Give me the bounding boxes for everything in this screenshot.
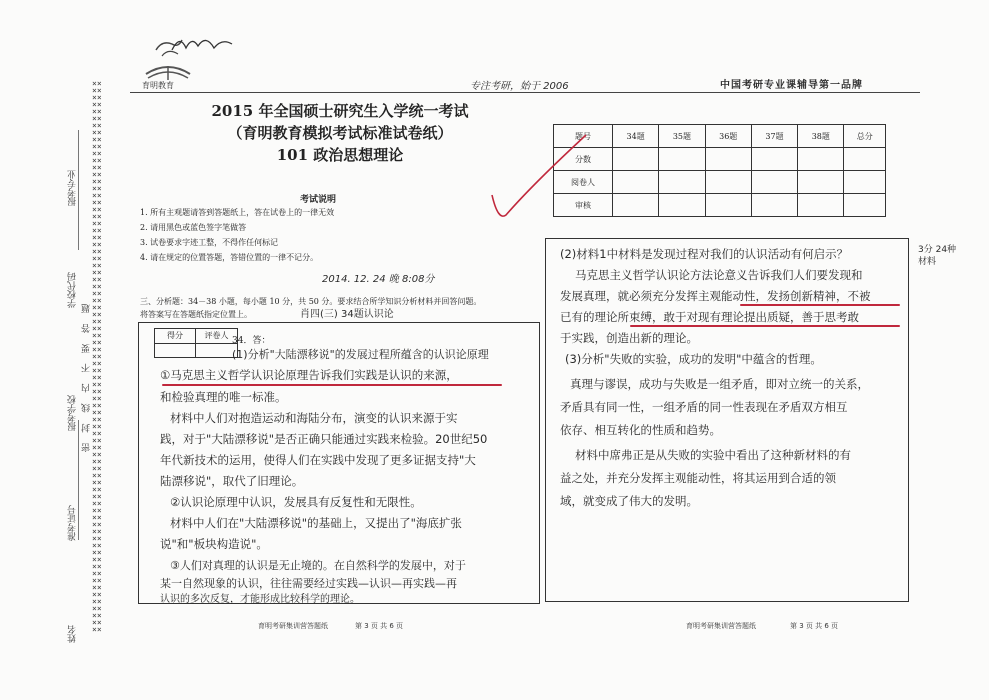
- answer-line: 材料中人们对抱造运动和海陆分布，演变的认识来源于实: [170, 411, 458, 425]
- score-row: [554, 148, 886, 171]
- answer-line: 依存、相互转化的性质和趋势。: [560, 423, 721, 437]
- header-slogan: 专注考研，始于 2006: [470, 81, 569, 92]
- answer-line: 材料中人们在"大陆漂移说"的基础上，又提出了"海底扩张: [170, 516, 462, 530]
- score-table-header: [554, 125, 886, 148]
- section-instruction-2: 将答案写在答题纸指定位置上。: [140, 310, 252, 319]
- score-table: [553, 124, 886, 217]
- answer-line: 于实践，创造出新的理论。: [560, 331, 698, 345]
- instructions-heading: 考试说明: [300, 195, 337, 205]
- answer-line: 某一自然现象的认识，往往需要经过实践—认识—再实践—再: [160, 577, 457, 590]
- score-row-label: 阅卷人: [554, 171, 613, 194]
- footer-right-name: 育明考研集训营答题纸: [686, 622, 756, 630]
- score-header-cell: 题号: [554, 125, 613, 148]
- answer-line: 发展真理，就必须充分发挥主观能动性，发扬创新精神，不被: [560, 289, 871, 303]
- grader-score-label: 得分: [155, 329, 196, 344]
- binding-label-school: 报考学校: [68, 395, 78, 431]
- answer-line: ①马克思主义哲学认识论原理告诉我们实践是认识的来源，: [160, 368, 458, 382]
- answer-line: (3)分析"失败的实验，成功的发明"中蕴含的哲理。: [565, 352, 822, 366]
- answer-line: ②认识论原理中认识，发展具有反复性和无限性。: [170, 495, 422, 509]
- red-underline: [630, 325, 900, 327]
- topic-note: 肖四(三) 34题认识论: [300, 309, 394, 320]
- answer-line: 已有的理论所束缚，敢于对现有理论提出质疑，善于思考敢: [560, 310, 859, 324]
- answer-line: 年代新技术的运用，使得人们在实践中发现了更多证据支持"大: [160, 453, 476, 467]
- instruction-3: 3. 试卷要求字迹工整，不得作任何标记: [140, 238, 279, 247]
- header-rule: [130, 92, 920, 93]
- question-number: 34．答：: [232, 336, 271, 346]
- footer-left-name: 育明考研集训营答题纸: [258, 622, 328, 630]
- answer-line: 说"和"板块构造说"。: [160, 537, 268, 551]
- answer-line: (1)分析"大陆漂移说"的发展过程所蕴含的认识论原理: [232, 348, 489, 361]
- score-header-cell: 38题: [798, 125, 844, 148]
- score-row: [554, 171, 886, 194]
- answer-line: (2)材料1中材料是发现过程对我们的认识活动有何启示？: [560, 247, 849, 261]
- binding-marks: ××××××××××××××××××××××××××××××××××××××××××××××××××××××××××××××××××××××××××××××××××××××××××××××××××××××××××××××××××××××××××××××××××××××××××××××××××××××××××××××: [92, 80, 102, 634]
- brand-name: 育明教育: [142, 81, 174, 90]
- instruction-2: 2. 请用黑色或蓝色签字笔做答: [140, 223, 247, 232]
- answer-line: 践，对于"大陆漂移说"是否正确只能通过实践来检验。20世纪50: [160, 432, 488, 446]
- answer-line: 材料中席弗正是从失败的实验中看出了这种新材料的有: [575, 448, 851, 462]
- exam-subject: 101 政治思想理论: [276, 146, 404, 164]
- grader-name-label: 评卷人: [196, 329, 237, 344]
- answer-line: 认识的多次反复，才能形成比较科学的理论。: [160, 594, 360, 605]
- answer-line: 陆漂移说"，取代了旧理论。: [160, 474, 304, 488]
- exam-title: 2015 年全国硕士研究生入学统一考试: [211, 102, 469, 120]
- margin-note: 3分 24种 材料: [918, 245, 957, 267]
- binding-label-school-code: 学校代码: [68, 272, 78, 308]
- binding-underline-1: [78, 130, 79, 250]
- instruction-1: 1. 所有主观题请答到答题纸上，答在试卷上的一律无效: [140, 208, 335, 217]
- answer-line: 真理与谬误，成功与失败是一组矛盾，即对立统一的关系，: [570, 377, 869, 391]
- score-header-cell: 总分: [844, 125, 886, 148]
- red-underline: [740, 304, 900, 306]
- score-header-cell: 36题: [705, 125, 751, 148]
- seal-line-text: 密 封 线 内 不 要 答 题: [82, 300, 92, 453]
- score-header-cell: 35题: [659, 125, 705, 148]
- answer-line: ③人们对真理的认识是无止境的。在自然科学的发展中，对于: [170, 559, 466, 572]
- answer-line: 和检验真理的唯一标准。: [160, 390, 287, 404]
- binding-label-major: 报考专业: [68, 170, 78, 206]
- answer-line: 域，就变成了伟大的发明。: [560, 494, 698, 508]
- score-row-label: 分数: [554, 148, 613, 171]
- answer-line: 马克思主义哲学认识论方法论意义告诉我们人们要发现和: [575, 268, 863, 282]
- binding-label-exam-id: 准考证号: [68, 505, 78, 541]
- red-underline: [162, 384, 502, 386]
- handwritten-date: 2014. 12. 24 晚 8:08分: [322, 274, 435, 285]
- section-instruction: 三、分析题：34－38 小题，每小题 10 分，共 50 分。要求结合所学知识分析材料并回答问题。: [140, 297, 482, 306]
- answer-line: 益之处，并充分发挥主观能动性，将其运用到合适的领: [560, 471, 836, 485]
- footer-right-page: 第 3 页 共 6 页: [790, 622, 839, 630]
- signature-mark: [168, 30, 238, 64]
- score-header-cell: 34题: [612, 125, 658, 148]
- score-row-label: 审核: [554, 194, 613, 217]
- score-header-cell: 37题: [751, 125, 797, 148]
- exam-subtitle: （育明教育模拟考试标准试卷纸）: [227, 124, 453, 142]
- red-check-mark-icon: [482, 125, 592, 225]
- binding-label-name: 姓名: [68, 625, 78, 643]
- binding-underline-2: [78, 420, 79, 540]
- score-row: [554, 194, 886, 217]
- instruction-4: 4. 请在规定的位置答题，答错位置的一律不记分。: [140, 253, 319, 262]
- footer-left-page: 第 3 页 共 6 页: [355, 622, 404, 630]
- header-tagline: 中国考研专业课辅导第一品牌: [720, 80, 863, 91]
- answer-line: 矛盾具有同一性，一组矛盾的同一性表现在矛盾双方相互: [560, 400, 848, 414]
- grader-box: [154, 328, 238, 358]
